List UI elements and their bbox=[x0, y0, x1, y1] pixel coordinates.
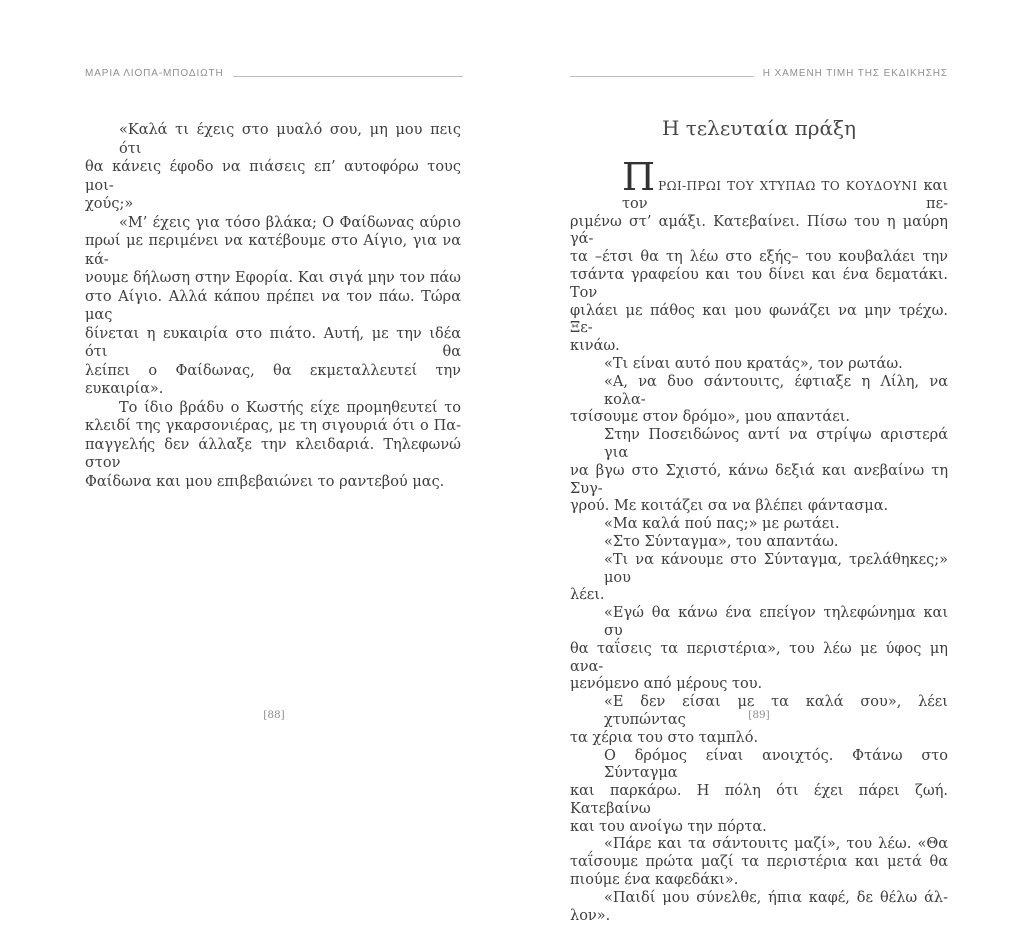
text-line: και του ανοίγω την πόρτα. bbox=[570, 818, 767, 835]
text-line: λέει. bbox=[570, 587, 605, 604]
text-line: Το ίδιο βράδυ ο Κωστής είχε προμηθευτεί το bbox=[119, 399, 461, 416]
text-line: τα –έτσι θα τη λέω στο εξής– του κουβαλάει την bbox=[570, 249, 948, 266]
text-line: θα ταΐσεις τα περιστέρια», του λέω με ύφος μη ανα- bbox=[570, 640, 948, 675]
raised-initial-cap: Π bbox=[622, 155, 656, 199]
book-title: Η ΧΑΜΕΝΗ ΤΙΜΗ ΤΗΣ ΕΚΔΙΚΗΣΗΣ bbox=[762, 68, 948, 79]
text-line: ταΐσουμε πρώτα μαζί τα περιστέρια και μετά θα bbox=[570, 854, 948, 871]
running-header-book-title bbox=[570, 68, 948, 79]
page-number-left: [88] bbox=[263, 709, 285, 721]
text-line: πιούμε ένα καφεδάκι». bbox=[570, 872, 739, 889]
text-line: «Παιδί μου σύνελθε, ήπια καφέ, δε θέλω άλ- bbox=[604, 889, 948, 906]
running-header-author bbox=[85, 68, 463, 79]
text-line: πρωί με περιμένει να κατέβουμε στο Αίγιο, για να κά- bbox=[85, 233, 461, 268]
text-line: φιλάει με πάθος και μου φωνάζει να μην τρέχω. Ξε- bbox=[570, 302, 948, 337]
text-line: «Εγώ θα κάνω ένα επείγον τηλεφώνημα και συ bbox=[604, 605, 948, 639]
text-line: ΠΡΩΙ-ΠΡΩΙ ΤΟΥ ΧΤΥΠΑΩ ΤΟ ΚΟΥΔΟΥΝΙ και τον πε- bbox=[622, 155, 948, 212]
text-line: τα χέρια του στο ταμπλό. bbox=[570, 729, 759, 746]
text-line: παγγελής δεν άλλαξε την κλειδαριά. Τηλεφωνώ στον bbox=[85, 436, 461, 471]
text-line: «Καλά τι έχεις στο μυαλό σου, μη μου πεις ότι bbox=[119, 122, 461, 157]
text-line: λείπει ο Φαίδωνας, θα εκμεταλλευτεί την ευκαιρία». bbox=[85, 362, 461, 397]
text-line: γρού. Με κοιτάζει σα να βλέπει φάντασμα. bbox=[570, 498, 889, 515]
left-page-body bbox=[85, 121, 461, 491]
right-page-body bbox=[570, 155, 948, 925]
text-line: θα κάνεις έφοδο να πιάσεις επ’ αυτοφόρω τους μοι- bbox=[85, 159, 461, 194]
text-line: «Πάρε και τα σάντουιτς μαζί», του λέω. «Θα bbox=[604, 836, 948, 853]
text-line: ριμένω στ’ αμάξι. Κατεβαίνει. Πίσω του η μαύρη γά- bbox=[570, 213, 948, 248]
small-caps-opening: ΡΩΙ-ΠΡΩΙ ΤΟΥ ΧΤΥΠΑΩ ΤΟ ΚΟΥΔΟΥΝΙ bbox=[658, 179, 918, 193]
author-name: ΜΑΡΙΑ ΛΙΟΠΑ-ΜΠΟΔΙΩΤΗ bbox=[85, 68, 224, 79]
text-line: χούς;» bbox=[85, 196, 134, 212]
text-line: τσάντα γραφείου και του δίνει και ένα δεματάκι. Τον bbox=[570, 266, 948, 301]
text-line: μενόμενο από μέρους του. bbox=[570, 676, 763, 693]
text-line: δίνεται η ευκαιρία στο πιάτο. Αυτή, με την ιδέα ότι θα bbox=[85, 325, 461, 360]
text-line: να βγω στο Σχιστό, κάνω δεξιά και ανεβαίνω τη Συγ- bbox=[570, 462, 948, 497]
text-line: «Στο Σύνταγμα», του απαντάω. bbox=[604, 533, 839, 550]
text-line: και παρκάρω. Η πόλη ότι έχει πάρει ζωή. Κατεβαίνω bbox=[570, 783, 948, 817]
text-line: λον». bbox=[570, 907, 611, 924]
text-line: Ο δρόμος είναι ανοιχτός. Φτάνω στο Σύνταγμα bbox=[604, 747, 948, 782]
text-line: «Μα καλά πού πας;» με ρωτάει. bbox=[604, 516, 840, 533]
header-rule bbox=[233, 76, 463, 77]
text-line: κινάω. bbox=[570, 338, 620, 355]
text-line: Φαίδωνα και μου επιβεβαιώνει το ραντεβού μας. bbox=[85, 473, 445, 490]
text-line: «Α, να δυο σάντουιτς, έφτιαξε η Λίλη, να κολα- bbox=[604, 373, 948, 408]
text-line: Στην Ποσειδώνος αντί να στρίψω αριστερά για bbox=[604, 427, 948, 461]
text-line: τσίσουμε στον δρόμο», μου απαντάει. bbox=[570, 409, 851, 426]
text-line: κλειδί της γκαρσονιέρας, με τη σιγουριά ότι ο Πα- bbox=[85, 418, 461, 434]
header-rule bbox=[570, 76, 754, 77]
chapter-title: Η τελευταία πράξη bbox=[661, 116, 857, 140]
page-number-right: [89] bbox=[748, 709, 770, 721]
text-line: στο Αίγιο. Αλλά κάπου πρέπει να τον πάω. Τώρα μας bbox=[85, 288, 461, 323]
text-line: «Τι είναι αυτό που κρατάς», τον ρωτάω. bbox=[604, 355, 903, 372]
text-line: «Ε δεν είσαι με τα καλά σου», λέει χτυπώντας bbox=[604, 694, 948, 728]
text-line: νουμε δήλωση στην Εφορία. Και σιγά μην τον πάω bbox=[85, 270, 461, 286]
text-line: «Μ’ έχεις για τόσο βλάκα; Ο Φαίδωνας αύριο bbox=[119, 214, 461, 231]
text-line: «Τι να κάνουμε στο Σύνταγμα, τρελάθηκες;» μου bbox=[604, 551, 948, 586]
